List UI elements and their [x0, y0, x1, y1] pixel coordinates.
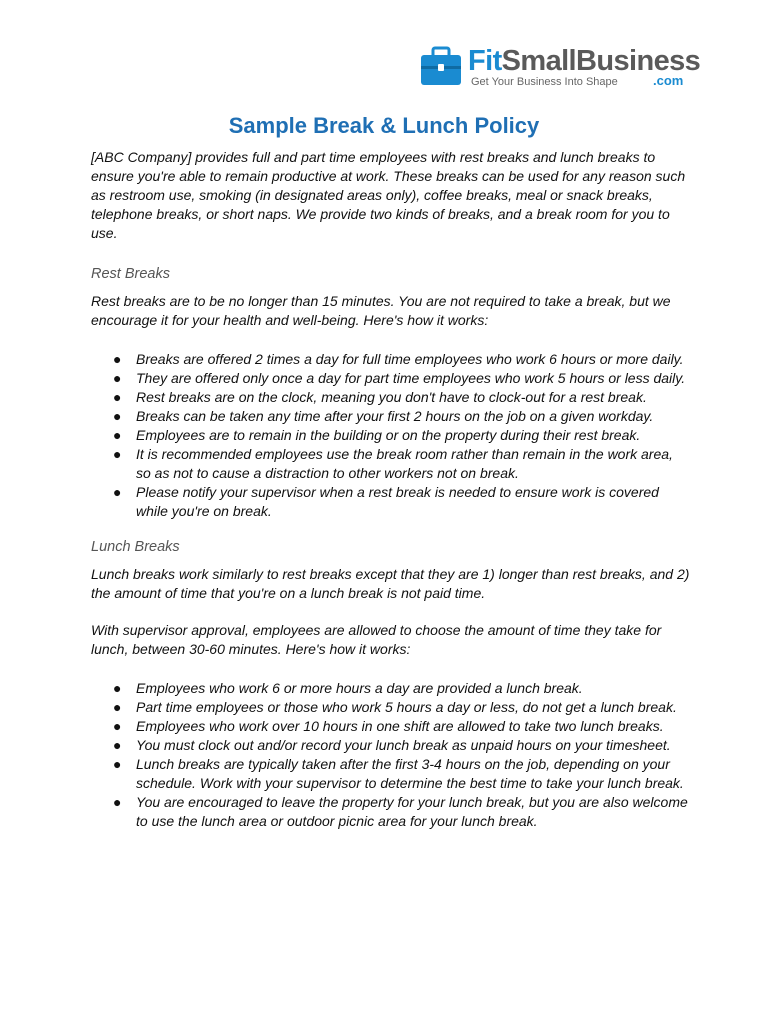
rest-breaks-paragraph: Rest breaks are to be no longer than 15 minutes. You are not required to take a break, but we encourage it for your health and well-being. Here's how it works:: [91, 293, 671, 328]
list-item: ● Employees are to remain in the building or on the property during their rest break.: [113, 427, 641, 443]
list-item: ● It is recommended employees use the break room rather than remain in the work area, so as not to cause a distraction to other workers not on break.: [113, 446, 673, 481]
bullet-icon: ●: [113, 699, 122, 715]
logo-dotcom: .com: [653, 73, 684, 88]
bullet-icon: ●: [113, 408, 122, 424]
list-item: ● Breaks are offered 2 times a day for full time employees who work 6 hours or more daily.: [113, 351, 684, 367]
briefcase-icon: [418, 46, 464, 88]
list-item: ● You are encouraged to leave the property for your lunch break, but you are also welcome to use the lunch area or outdoor picnic area for your lunch break.: [113, 794, 688, 829]
bullet-icon: ●: [113, 427, 122, 443]
bullet-icon: ●: [113, 389, 122, 405]
list-item: ● Please notify your supervisor when a rest break is needed to ensure work is covered while you're on break.: [113, 484, 659, 519]
lunch-breaks-paragraph-1: Lunch breaks work similarly to rest breaks except that they are 1) longer than rest breaks, and 2) the amount of time that you're on a lunch break is not paid time.: [91, 566, 690, 601]
bullet-icon: ●: [113, 351, 122, 367]
list-item: ● You must clock out and/or record your lunch break as unpaid hours on your timesheet.: [113, 737, 671, 753]
list-item: ● Lunch breaks are typically taken after the first 3-4 hours on the job, depending on your schedule. Work with your supervisor to determine the best time to take your lunch break.: [113, 756, 684, 791]
lunch-breaks-list: [91, 679, 691, 831]
bullet-icon: ●: [113, 718, 122, 734]
logo-brand: FitSmallBusiness: [468, 45, 701, 77]
bullet-icon: ●: [113, 370, 122, 386]
bullet-icon: ●: [113, 446, 122, 462]
list-item: ● Employees who work 6 or more hours a day are provided a lunch break.: [113, 680, 583, 696]
document-body: [91, 148, 691, 831]
bullet-icon: ●: [113, 737, 122, 753]
bullet-icon: ●: [113, 756, 122, 772]
bullet-icon: ●: [113, 794, 122, 810]
bullet-icon: ●: [113, 484, 122, 500]
list-item: ● Employees who work over 10 hours in one shift are allowed to take two lunch breaks.: [113, 718, 664, 734]
intro-paragraph: [ABC Company] provides full and part time employees with rest breaks and lunch breaks to ensure you're able to remain productive at work. These breaks can be used for any reason such as restroom use, smoking (in designated areas only), coffee breaks, meal or snack breaks, telephone breaks, or short naps. We provide two kinds of breaks, and a break room for you to use.: [91, 149, 686, 241]
list-item: ● Rest breaks are on the clock, meaning you don't have to clock-out for a rest break.: [113, 389, 647, 405]
logo-tagline: Get Your Business Into Shape: [471, 76, 618, 88]
rest-breaks-list: [91, 350, 691, 521]
rest-breaks-heading: Rest Breaks: [91, 266, 170, 282]
lunch-breaks-paragraph-2: With supervisor approval, employees are allowed to choose the amount of time they take for lunch, between 30-60 minutes. Here's how it works:: [91, 622, 662, 657]
page-title: Sample Break & Lunch Policy: [228, 113, 540, 138]
bullet-icon: ●: [113, 680, 122, 696]
fitsmallbusiness-logo: [418, 44, 701, 92]
lunch-breaks-heading: Lunch Breaks: [91, 539, 180, 555]
list-item: ● They are offered only once a day for part time employees who work 5 hours or less daily.: [113, 370, 686, 386]
list-item: ● Part time employees or those who work 5 hours a day or less, do not get a lunch break.: [113, 699, 677, 715]
list-item: ● Breaks can be taken any time after your first 2 hours on the job on a given workday.: [113, 408, 654, 424]
